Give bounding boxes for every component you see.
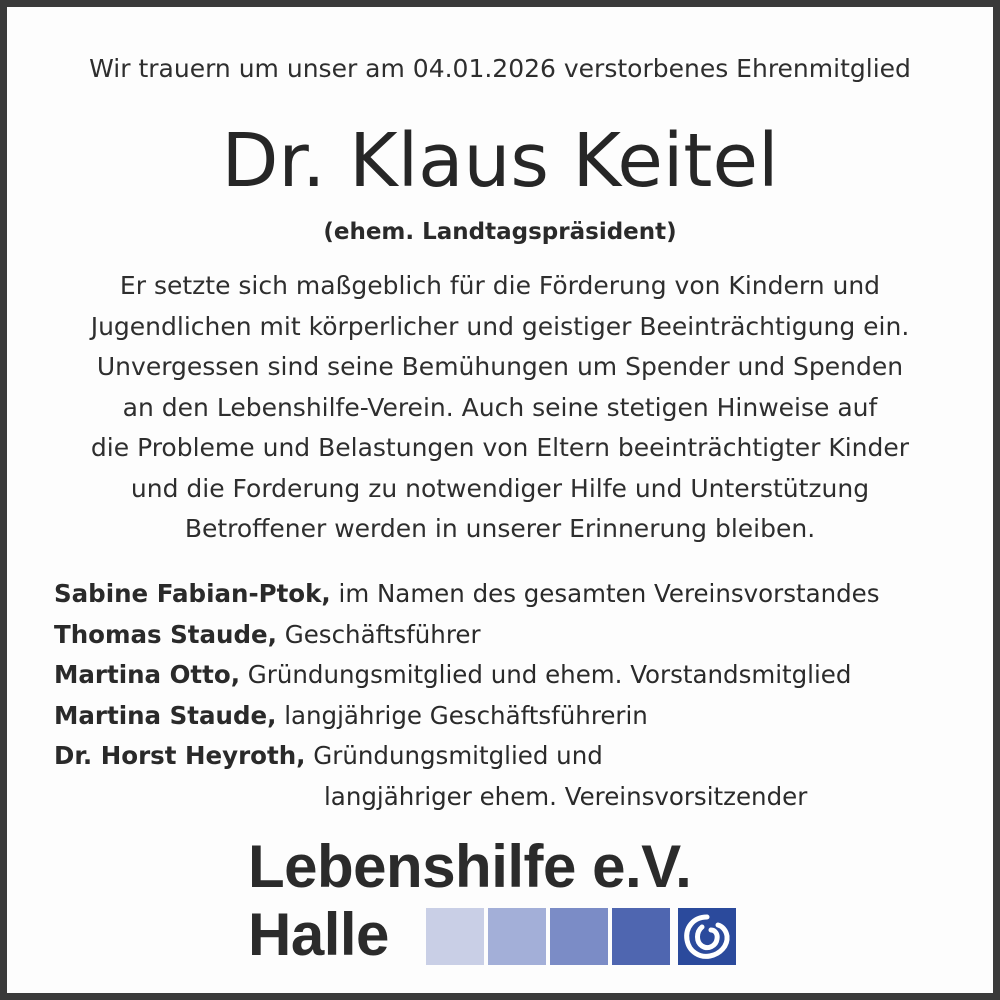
signer-name: Martina Staude,	[54, 700, 277, 730]
tribute-text	[40, 266, 960, 550]
logo-wordmark-line1: Lebenshilfe e.V.	[248, 833, 692, 900]
signer-role: langjährige Geschäftsführerin	[284, 700, 648, 730]
signer-name: Martina Otto,	[54, 660, 240, 689]
signer-name: Dr. Horst Heyroth,	[54, 741, 306, 770]
tribute-line: Betroffener werden in unserer Erinnerung bleiben.	[184, 514, 816, 543]
signer-role: Geschäftsführer	[284, 619, 481, 649]
intro-text: Wir trauern um unser am 04.01.2026 verstorbenes Ehrenmitglied	[89, 54, 911, 83]
tribute-line: und die Forderung zu notwendiger Hilfe und Unterstützung	[130, 473, 870, 503]
logo-square-2	[488, 908, 546, 965]
logo-square-4	[612, 908, 670, 965]
signer-entry	[54, 696, 954, 737]
signer-entry	[54, 655, 954, 696]
signer-role: Gründungsmitglied und	[313, 741, 603, 770]
signer-name: Sabine Fabian-Ptok,	[54, 579, 331, 608]
tribute-line: Er setzte sich maßgeblich für die Förderung von Kindern und	[119, 271, 881, 300]
logo-square-3	[550, 908, 608, 965]
deceased-title: (ehem. Landtagspräsident)	[323, 219, 677, 245]
tribute-line: Jugendlichen mit körperlicher und geistiger Beeinträchtigung ein.	[90, 311, 910, 341]
signer-entry	[54, 615, 954, 656]
tribute-line: an den Lebenshilfe-Verein. Auch seine stetigen Hinweise auf	[122, 392, 878, 422]
signer-entry	[54, 736, 954, 817]
tribute-line: die Probleme und Belastungen von Eltern beeinträchtigter Kinder	[90, 433, 910, 462]
lebenshilfe-logo-icon	[678, 908, 736, 965]
signer-role: Gründungsmitglied und ehem. Vorstandsmitglied	[247, 660, 852, 689]
signer-name: Thomas Staude,	[54, 619, 277, 649]
lebenshilfe-symbol-icon	[678, 908, 736, 965]
signers-list	[54, 574, 954, 817]
logo-square-1	[426, 908, 484, 965]
signer-role-continued: langjähriger ehem. Vereinsvorsitzender	[324, 781, 808, 811]
logo-wordmark-line2: Halle	[248, 901, 389, 968]
signer-role: im Namen des gesamten Vereinsvorstandes	[338, 579, 880, 608]
deceased-name: Dr. Klaus Keitel	[221, 118, 779, 204]
tribute-line: Unvergessen sind seine Bemühungen um Spender und Spenden	[96, 352, 904, 381]
signer-entry	[54, 574, 954, 615]
